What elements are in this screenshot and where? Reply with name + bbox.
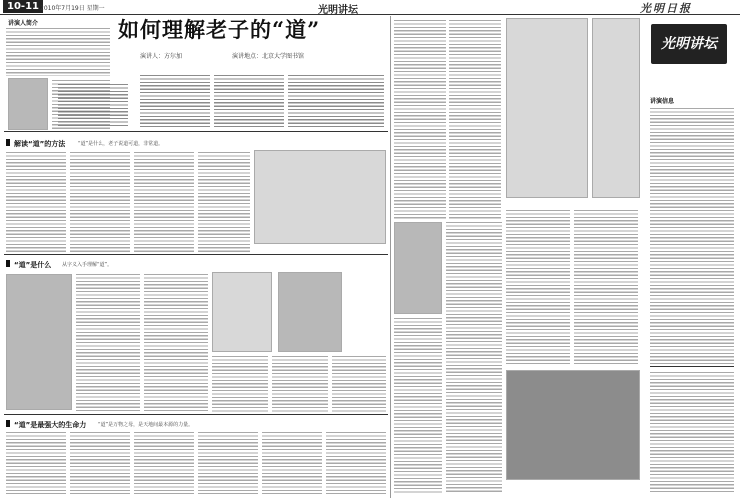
article-title: 如何理解老子的“道” — [118, 17, 321, 42]
speaker-bio-label: 讲演人简介 — [8, 20, 39, 27]
confucius-image — [212, 272, 272, 352]
section-tag-3: “道”是万物之母，是天地间最本源的力量。 — [98, 422, 194, 428]
page-gutter — [390, 16, 391, 498]
laozi-portrait — [394, 222, 442, 314]
section-title: 光明讲坛 — [318, 5, 358, 16]
section2-col5 — [332, 356, 386, 412]
venue-line: 演讲地点：北京大学图书馆 — [232, 53, 305, 60]
section3-col4 — [198, 432, 258, 494]
section-heading-2: “道”是什么 — [14, 261, 52, 269]
section3-col2 — [70, 432, 130, 494]
section1-col3 — [134, 152, 194, 252]
section-marker — [6, 260, 10, 267]
section-heading-1: 解读“道”的方法 — [14, 140, 66, 148]
section3-col1 — [6, 432, 66, 494]
gate-photo — [254, 150, 386, 244]
section2-col1 — [76, 274, 140, 412]
section-heading-3: “道”是最强大的生命力 — [14, 421, 87, 429]
section-tag-2: 从字义入手理解“道”。 — [62, 262, 113, 268]
divider — [650, 366, 734, 367]
section3-col3 — [134, 432, 194, 494]
laozi-ox-painting-2 — [592, 18, 640, 198]
calligraphy-image — [6, 274, 72, 410]
section3-col5 — [262, 432, 322, 494]
section-tag-1: “道”是什么，老子说道可道，非常道。 — [78, 141, 164, 147]
right-col2-top — [449, 20, 501, 220]
page-number-left: 10-11 — [3, 0, 43, 13]
manuscript-image — [278, 272, 342, 352]
divider — [4, 414, 388, 415]
divider — [4, 254, 388, 255]
right-col2-bottom — [446, 222, 502, 494]
bio-text — [6, 28, 110, 76]
section2-col3 — [212, 356, 268, 412]
info-heading: 讲演信息 — [650, 98, 675, 105]
speaker-line: 演讲人：方尔加 — [140, 53, 183, 60]
page-header — [0, 0, 740, 15]
right-col1-top — [394, 20, 446, 220]
right-col4 — [574, 210, 638, 366]
intro-text-3 — [214, 75, 284, 128]
intro-text-1 — [58, 84, 128, 128]
section1-col1 — [6, 152, 66, 252]
section3-col6 — [326, 432, 386, 494]
stele-rubbing — [506, 370, 640, 480]
intro-text-4 — [288, 75, 384, 128]
section2-col4 — [272, 356, 328, 412]
laozi-ox-painting-1 — [506, 18, 588, 198]
section-marker — [6, 139, 10, 146]
section1-col2 — [70, 152, 130, 252]
info-list — [650, 108, 734, 364]
masthead-logo: 光明日报 — [640, 2, 692, 15]
section2-col2 — [144, 274, 208, 412]
section1-col4 — [198, 152, 250, 252]
right-col3 — [506, 210, 570, 366]
speaker-photo — [8, 78, 48, 130]
info-list-2 — [650, 372, 734, 494]
divider — [4, 131, 388, 132]
section-marker — [6, 420, 10, 427]
issue-date: 2010年7月19日 星期一 — [40, 5, 105, 12]
intro-text-2 — [140, 75, 210, 128]
column-logo: 光明讲坛 — [651, 24, 727, 64]
right-col1-bottom — [394, 318, 442, 494]
